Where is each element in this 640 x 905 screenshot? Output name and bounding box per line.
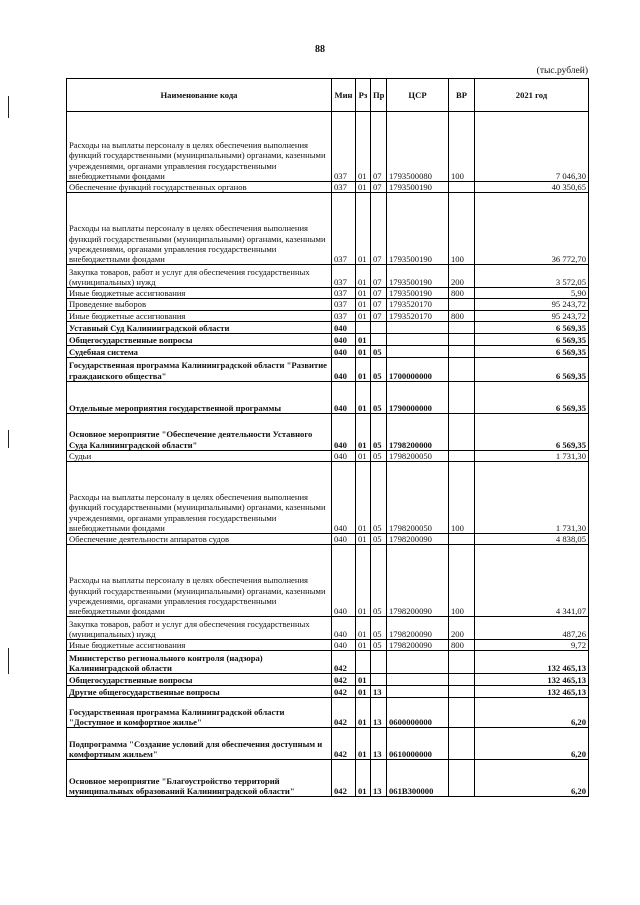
row-name-cell: Расходы на выплаты персоналу в целях обеспечения выполнения функций государственными (муниципальными) органами, казенными учреждениями, органами управления государственными внебюджетными фондами [67,462,332,534]
row-name-cell: Обеспечение функций государственных органов [67,182,332,193]
row-vr-cell [449,381,475,413]
row-csr-cell: 1798200000 [387,413,449,450]
table-row [67,265,589,288]
row-rz-cell: 01 [356,310,371,321]
row-name-cell: Расходы на выплаты персоналу в целях обеспечения выполнения функций государственными (муниципальными) органами, казенными учреждениями, органами управления государственными внебюджетными фондами [67,545,332,617]
row-min-cell: 040 [332,545,356,617]
row-pr-cell: 07 [371,265,387,288]
row-csr-cell: 1798200090 [387,534,449,545]
column-header-csr: ЦСР [387,79,449,112]
row-min-cell: 040 [332,462,356,534]
row-pr-cell: 05 [371,617,387,640]
row-csr-cell: 1798200090 [387,545,449,617]
row-csr-cell: 1793500080 [387,112,449,182]
row-rz-cell: 01 [356,728,371,760]
table-row [67,651,589,674]
row-rz-cell: 01 [356,333,371,345]
row-pr-cell: 07 [371,112,387,182]
row-name-cell: Отдельные мероприятия государственной программы [67,381,332,413]
row-rz-cell: 01 [356,617,371,640]
row-min-cell: 037 [332,193,356,265]
row-csr-cell [387,321,449,333]
margin-mark [8,430,9,448]
table-row [67,640,589,651]
row-rz-cell: 01 [356,112,371,182]
row-amount-cell: 6 569,35 [475,413,589,450]
table-row [67,182,589,193]
row-vr-cell [449,299,475,310]
row-name-cell: Закупка товаров, работ и услуг для обеспечения государственных (муниципальных) нужд [67,617,332,640]
table-row [67,534,589,545]
table-header-row [67,79,589,112]
table-row [67,728,589,760]
row-csr-cell: 1798200090 [387,617,449,640]
row-rz-cell: 01 [356,413,371,450]
row-vr-cell [449,345,475,357]
row-csr-cell: 0610000000 [387,728,449,760]
row-pr-cell [371,333,387,345]
row-amount-cell: 6,20 [475,760,589,797]
row-min-cell: 040 [332,345,356,357]
row-csr-cell [387,686,449,698]
row-rz-cell: 01 [356,674,371,686]
row-name-cell: Общегосударственные вопросы [67,333,332,345]
row-rz-cell: 01 [356,357,371,381]
row-name-cell: Обеспечение деятельности аппаратов судов [67,534,332,545]
row-amount-cell: 95 243,72 [475,310,589,321]
row-vr-cell [449,321,475,333]
row-pr-cell: 05 [371,545,387,617]
row-name-cell: Проведение выборов [67,299,332,310]
table-row [67,545,589,617]
column-header-year: 2021 год [475,79,589,112]
table-row [67,112,589,182]
row-amount-cell: 7 046,30 [475,112,589,182]
row-name-cell: Уставный Суд Калининградской области [67,321,332,333]
row-amount-cell: 1 731,30 [475,462,589,534]
row-rz-cell [356,651,371,674]
row-min-cell: 042 [332,686,356,698]
row-amount-cell: 132 465,13 [475,686,589,698]
row-vr-cell [449,450,475,461]
row-pr-cell: 13 [371,698,387,728]
row-min-cell: 042 [332,760,356,797]
row-rz-cell: 01 [356,265,371,288]
row-amount-cell: 132 465,13 [475,674,589,686]
row-pr-cell: 05 [371,640,387,651]
table-row [67,617,589,640]
column-header-name: Наименование кода [67,79,332,112]
row-rz-cell: 01 [356,288,371,299]
row-vr-cell [449,760,475,797]
row-rz-cell: 01 [356,299,371,310]
row-vr-cell [449,357,475,381]
margin-mark [8,96,9,118]
table-row [67,333,589,345]
row-vr-cell: 100 [449,112,475,182]
row-name-cell: Расходы на выплаты персоналу в целях обеспечения выполнения функций государственными (муниципальными) органами, казенными учреждениями, органами управления государственными внебюджетными фондами [67,193,332,265]
row-pr-cell: 13 [371,686,387,698]
row-pr-cell: 05 [371,462,387,534]
row-pr-cell: 07 [371,288,387,299]
row-csr-cell: 061В300000 [387,760,449,797]
row-min-cell: 037 [332,288,356,299]
row-min-cell: 042 [332,698,356,728]
row-vr-cell [449,698,475,728]
row-pr-cell [371,674,387,686]
row-csr-cell: 1700000000 [387,357,449,381]
row-min-cell: 037 [332,299,356,310]
row-name-cell: Иные бюджетные ассигнования [67,640,332,651]
table-row [67,413,589,450]
row-min-cell: 040 [332,381,356,413]
row-name-cell: Государственная программа Калининградской области "Развитие гражданского общества" [67,357,332,381]
row-rz-cell: 01 [356,640,371,651]
table-body [67,112,589,797]
row-pr-cell: 05 [371,413,387,450]
row-rz-cell: 01 [356,345,371,357]
row-name-cell: Судебная система [67,345,332,357]
units-label: (тыс.рублей) [536,66,588,76]
row-min-cell: 040 [332,640,356,651]
row-name-cell: Судьи [67,450,332,461]
table-row [67,462,589,534]
row-amount-cell: 6 569,35 [475,357,589,381]
row-min-cell: 037 [332,265,356,288]
row-vr-cell [449,534,475,545]
row-csr-cell: 1790000000 [387,381,449,413]
row-csr-cell: 1798200090 [387,640,449,651]
table-row [67,674,589,686]
row-name-cell: Подпрограмма "Создание условий для обеспечения доступным и комфортным жильем" [67,728,332,760]
row-name-cell: Другие общегосударственные вопросы [67,686,332,698]
row-rz-cell: 01 [356,182,371,193]
row-vr-cell [449,413,475,450]
row-csr-cell [387,333,449,345]
row-name-cell: Расходы на выплаты персоналу в целях обеспечения выполнения функций государственными (муниципальными) органами, казенными учреждениями, органами управления государственными внебюджетными фондами [67,112,332,182]
row-vr-cell [449,728,475,760]
row-rz-cell: 01 [356,450,371,461]
row-name-cell: Министерство регионального контроля (надзора) Калининградской области [67,651,332,674]
table-row [67,686,589,698]
table-row [67,193,589,265]
row-amount-cell: 1 731,30 [475,450,589,461]
row-name-cell: Общегосударственные вопросы [67,674,332,686]
row-min-cell: 042 [332,651,356,674]
row-min-cell: 037 [332,310,356,321]
row-amount-cell: 9,72 [475,640,589,651]
row-pr-cell: 05 [371,534,387,545]
column-header-pr: Пр [371,79,387,112]
row-rz-cell: 01 [356,686,371,698]
row-csr-cell: 1798200050 [387,450,449,461]
row-pr-cell: 07 [371,310,387,321]
row-csr-cell: 1793500190 [387,182,449,193]
row-vr-cell: 800 [449,310,475,321]
row-amount-cell: 40 350,65 [475,182,589,193]
column-header-vr: ВР [449,79,475,112]
row-amount-cell: 4 341,07 [475,545,589,617]
row-vr-cell: 800 [449,640,475,651]
row-rz-cell: 01 [356,462,371,534]
row-csr-cell [387,345,449,357]
row-rz-cell: 01 [356,534,371,545]
table-row [67,698,589,728]
row-csr-cell: 0600000000 [387,698,449,728]
row-amount-cell: 487,26 [475,617,589,640]
row-amount-cell: 6 569,35 [475,381,589,413]
row-pr-cell: 05 [371,450,387,461]
page-number: 88 [315,44,325,55]
row-csr-cell: 1793500190 [387,288,449,299]
row-name-cell: Иные бюджетные ассигнования [67,310,332,321]
row-pr-cell [371,651,387,674]
row-vr-cell [449,182,475,193]
table-row [67,450,589,461]
row-vr-cell [449,674,475,686]
table-row [67,310,589,321]
row-min-cell: 037 [332,112,356,182]
row-csr-cell: 1793520170 [387,310,449,321]
row-csr-cell: 1793500190 [387,265,449,288]
row-min-cell: 040 [332,333,356,345]
margin-mark [8,648,9,674]
row-vr-cell: 100 [449,193,475,265]
budget-table [66,78,589,797]
row-pr-cell: 05 [371,357,387,381]
row-csr-cell [387,674,449,686]
column-header-rz: Рз [356,79,371,112]
table-row [67,321,589,333]
row-csr-cell [387,651,449,674]
row-csr-cell: 1793520170 [387,299,449,310]
row-vr-cell: 100 [449,545,475,617]
row-vr-cell: 200 [449,265,475,288]
row-name-cell: Закупка товаров, работ и услуг для обеспечения государственных (муниципальных) нужд [67,265,332,288]
row-min-cell: 040 [332,450,356,461]
row-vr-cell: 800 [449,288,475,299]
row-rz-cell: 01 [356,545,371,617]
row-pr-cell: 13 [371,728,387,760]
row-amount-cell: 6,20 [475,698,589,728]
row-amount-cell: 6 569,35 [475,321,589,333]
row-min-cell: 040 [332,534,356,545]
table-row [67,760,589,797]
row-pr-cell: 07 [371,299,387,310]
row-rz-cell: 01 [356,193,371,265]
row-pr-cell [371,321,387,333]
table-row [67,345,589,357]
row-csr-cell: 1798200050 [387,462,449,534]
row-vr-cell [449,686,475,698]
table-row [67,288,589,299]
row-min-cell: 042 [332,674,356,686]
row-min-cell: 040 [332,617,356,640]
row-vr-cell: 100 [449,462,475,534]
column-header-min: Мин [332,79,356,112]
row-vr-cell: 200 [449,617,475,640]
row-name-cell: Иные бюджетные ассигнования [67,288,332,299]
row-min-cell: 040 [332,321,356,333]
row-amount-cell: 5,90 [475,288,589,299]
row-amount-cell: 4 838,05 [475,534,589,545]
row-min-cell: 040 [332,413,356,450]
row-pr-cell: 07 [371,182,387,193]
row-min-cell: 040 [332,357,356,381]
row-min-cell: 037 [332,182,356,193]
row-pr-cell: 05 [371,381,387,413]
row-amount-cell: 95 243,72 [475,299,589,310]
row-pr-cell: 13 [371,760,387,797]
row-vr-cell [449,333,475,345]
row-pr-cell: 05 [371,345,387,357]
row-amount-cell: 6 569,35 [475,345,589,357]
row-pr-cell: 07 [371,193,387,265]
table-row [67,299,589,310]
row-amount-cell: 6,20 [475,728,589,760]
row-rz-cell [356,321,371,333]
row-amount-cell: 132 465,13 [475,651,589,674]
row-rz-cell: 01 [356,698,371,728]
row-min-cell: 042 [332,728,356,760]
row-amount-cell: 3 572,05 [475,265,589,288]
row-name-cell: Основное мероприятие "Обеспечение деятельности Уставного Суда Калининградской области" [67,413,332,450]
row-amount-cell: 36 772,70 [475,193,589,265]
table-row [67,381,589,413]
row-rz-cell: 01 [356,381,371,413]
row-rz-cell: 01 [356,760,371,797]
row-name-cell: Основное мероприятие "Благоустройство территорий муниципальных образований Калининградской области" [67,760,332,797]
row-csr-cell: 1793500190 [387,193,449,265]
row-name-cell: Государственная программа Калининградской области "Доступное и комфортное жилье" [67,698,332,728]
table-row [67,357,589,381]
row-amount-cell: 6 569,35 [475,333,589,345]
row-vr-cell [449,651,475,674]
